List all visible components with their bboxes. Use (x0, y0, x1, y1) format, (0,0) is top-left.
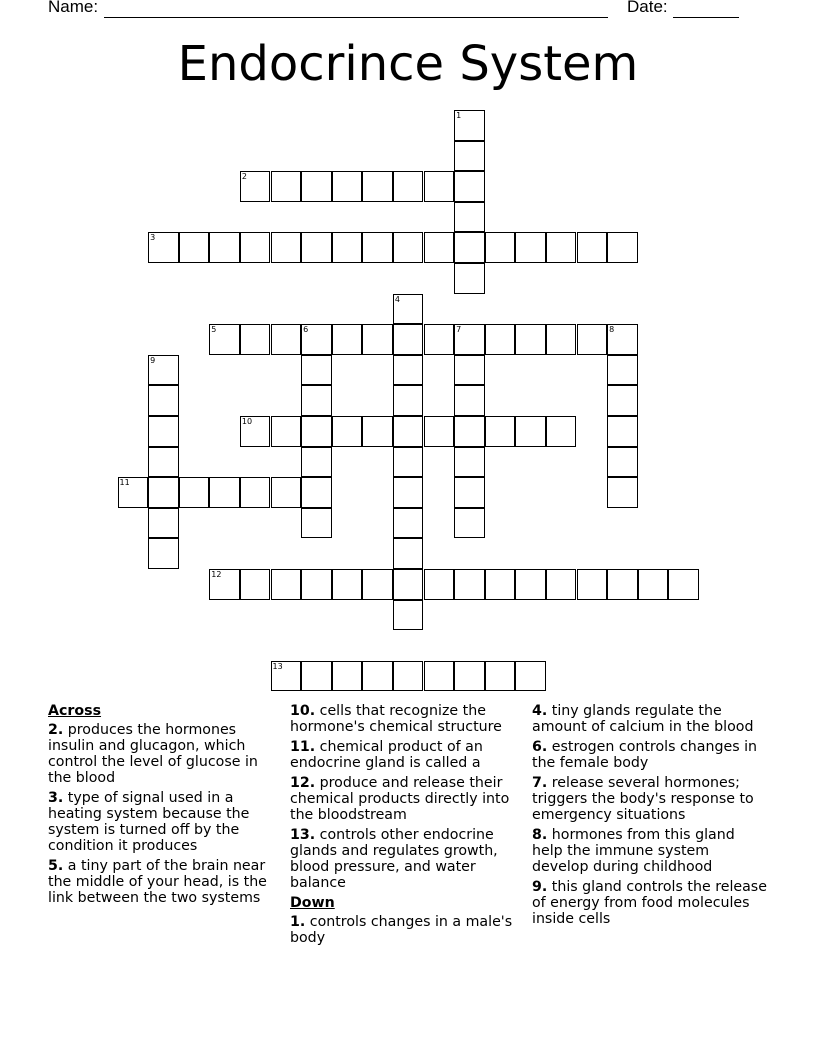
crossword-cell[interactable] (362, 661, 393, 692)
crossword-cell[interactable] (179, 232, 210, 263)
crossword-cell[interactable] (301, 355, 332, 386)
clue-number: 4 (394, 294, 400, 304)
crossword-cell[interactable] (332, 232, 363, 263)
clue-text: a tiny part of the brain near the middle of your head, is the link between the two systems (48, 858, 267, 906)
clues-column-2 (290, 703, 526, 950)
crossword-cell[interactable] (271, 171, 302, 202)
clue-number: 8 (609, 325, 615, 335)
crossword-cell[interactable] (577, 232, 608, 263)
clue-text: produces the hormones insulin and glucagon, which control the level of glucose in the blood (48, 722, 258, 786)
clue-text: controls changes in a male's body (290, 914, 513, 946)
clue-text: chemical product of an endocrine gland is called a (290, 739, 483, 771)
crossword-cell[interactable] (271, 324, 302, 355)
clue-number: 11 (119, 478, 130, 488)
crossword-cell[interactable] (148, 447, 179, 478)
crossword-cell[interactable] (607, 447, 638, 478)
crossword-cell[interactable] (454, 416, 485, 447)
across-clue (48, 790, 284, 854)
crossword-cell[interactable] (454, 324, 485, 355)
crossword-cell[interactable] (271, 661, 302, 692)
across-clue (290, 739, 526, 771)
crossword-cell[interactable] (607, 355, 638, 386)
crossword-cell[interactable] (607, 385, 638, 416)
crossword-cell[interactable] (240, 569, 271, 600)
crossword-cell[interactable] (301, 477, 332, 508)
crossword-cell[interactable] (271, 477, 302, 508)
crossword-cell[interactable] (515, 661, 546, 692)
clue-number: 13. (290, 827, 316, 843)
crossword-cell[interactable] (577, 569, 608, 600)
clue-number: 5 (211, 325, 217, 335)
crossword-cell[interactable] (607, 477, 638, 508)
crossword-cell[interactable] (454, 232, 485, 263)
crossword-cell[interactable] (148, 508, 179, 539)
crossword-cell[interactable] (607, 416, 638, 447)
crossword-cell[interactable] (301, 447, 332, 478)
clue-number: 4. (532, 703, 548, 719)
crossword-cell[interactable] (577, 324, 608, 355)
crossword-cell[interactable] (332, 569, 363, 600)
crossword-cell[interactable] (485, 661, 516, 692)
crossword-cell[interactable] (546, 416, 577, 447)
clues-column-3 (532, 703, 768, 931)
crossword-cell[interactable] (393, 385, 424, 416)
across-clue (290, 775, 526, 823)
clue-text: cells that recognize the hormone's chemical structure (290, 703, 502, 735)
clues-column-1 (48, 703, 284, 910)
down-clue (532, 775, 768, 823)
down-clue (532, 879, 768, 927)
crossword-cell[interactable] (301, 508, 332, 539)
crossword-cell[interactable] (393, 294, 424, 325)
across-clue (48, 722, 284, 786)
crossword-cell[interactable] (424, 661, 455, 692)
crossword-cell[interactable] (454, 661, 485, 692)
crossword-cell[interactable] (607, 324, 638, 355)
clue-text: controls other endocrine glands and regulates growth, blood pressure, and water balance (290, 827, 498, 891)
crossword-cell[interactable] (301, 416, 332, 447)
crossword-cell[interactable] (362, 416, 393, 447)
clue-number: 13 (272, 661, 283, 671)
crossword-cell[interactable] (546, 324, 577, 355)
crossword-cell[interactable] (393, 447, 424, 478)
crossword-cell[interactable] (454, 110, 485, 141)
crossword-cell[interactable] (332, 416, 363, 447)
across-clue (48, 858, 284, 906)
crossword-cell[interactable] (393, 661, 424, 692)
clue-number: 9. (532, 879, 548, 895)
down-clue (532, 827, 768, 875)
crossword-cell[interactable] (454, 447, 485, 478)
clue-number: 9 (150, 355, 156, 365)
crossword-cell[interactable] (454, 171, 485, 202)
crossword-cell[interactable] (301, 324, 332, 355)
crossword-cell[interactable] (607, 569, 638, 600)
clue-number: 12 (211, 570, 222, 579)
crossword-cell[interactable] (332, 171, 363, 202)
crossword-cell[interactable] (515, 569, 546, 600)
across-clue (290, 703, 526, 735)
clue-number: 2. (48, 722, 64, 738)
clue-number: 8. (532, 827, 548, 843)
crossword-cell[interactable] (393, 355, 424, 386)
crossword-cell[interactable] (393, 538, 424, 569)
crossword-cell[interactable] (332, 661, 363, 692)
crossword-cell[interactable] (301, 661, 332, 692)
crossword-cell[interactable] (301, 385, 332, 416)
crossword-cell[interactable] (209, 569, 240, 600)
crossword-cell[interactable] (240, 171, 271, 202)
crossword-cell[interactable] (209, 232, 240, 263)
clue-text: release several hormones; triggers the body's response to emergency situations (532, 775, 754, 823)
clue-number: 7. (532, 775, 548, 791)
crossword-cell[interactable] (393, 508, 424, 539)
crossword-cell[interactable] (301, 569, 332, 600)
crossword-cell[interactable] (393, 569, 424, 600)
crossword-cell[interactable] (454, 569, 485, 600)
clue-text: tiny glands regulate the amount of calcium in the blood (532, 703, 754, 735)
clue-number: 10. (290, 703, 316, 719)
crossword-cell[interactable] (301, 232, 332, 263)
clue-number: 1 (456, 111, 462, 120)
crossword-cell[interactable] (485, 569, 516, 600)
crossword-cell[interactable] (454, 355, 485, 386)
clue-number: 5. (48, 858, 64, 874)
crossword-cell[interactable] (240, 416, 271, 447)
down-heading: Down (290, 895, 335, 911)
crossword-cell[interactable] (454, 141, 485, 172)
clue-number: 1. (290, 914, 306, 930)
crossword-cell[interactable] (424, 569, 455, 600)
crossword-cell[interactable] (607, 232, 638, 263)
crossword-cell[interactable] (148, 477, 179, 508)
clue-number: 10 (241, 417, 253, 426)
crossword-cell[interactable] (454, 202, 485, 233)
clue-number: 6 (303, 325, 309, 335)
clue-number: 12. (290, 775, 316, 791)
crossword-cell[interactable] (393, 477, 424, 508)
crossword-cell[interactable] (148, 416, 179, 447)
crossword-cell[interactable] (393, 324, 424, 355)
crossword-cell[interactable] (515, 232, 546, 263)
crossword-cell[interactable] (362, 324, 393, 355)
across-heading: Across (48, 703, 102, 719)
crossword-cell[interactable] (209, 324, 240, 355)
clue-number: 2 (241, 172, 247, 182)
crossword-cell[interactable] (148, 538, 179, 569)
crossword-cell[interactable] (485, 232, 516, 263)
crossword-cell[interactable] (485, 416, 516, 447)
crossword-cell[interactable] (546, 232, 577, 263)
clue-number: 3. (48, 790, 64, 806)
crossword-cell[interactable] (393, 232, 424, 263)
crossword-cell[interactable] (179, 477, 210, 508)
clue-number: 6. (532, 739, 548, 755)
clue-text: produce and release their chemical products directly into the bloodstream (290, 775, 510, 823)
crossword-cell[interactable] (515, 416, 546, 447)
clue-number: 11. (290, 739, 316, 755)
crossword-cell[interactable] (362, 171, 393, 202)
date-label: Date: (627, 0, 668, 16)
clue-text: type of signal used in a heating system because the system is turned off by the condition it produces (48, 790, 250, 854)
crossword-cell[interactable] (515, 324, 546, 355)
crossword-cell[interactable] (362, 232, 393, 263)
down-clue (290, 914, 526, 946)
crossword-cell[interactable] (362, 569, 393, 600)
crossword-cell[interactable] (148, 355, 179, 386)
crossword-cell[interactable] (454, 508, 485, 539)
crossword-cell[interactable] (638, 569, 669, 600)
crossword-cell[interactable] (209, 477, 240, 508)
crossword-cell[interactable] (485, 324, 516, 355)
crossword-cell[interactable] (332, 324, 363, 355)
crossword-cell[interactable] (240, 477, 271, 508)
crossword-cell[interactable] (271, 232, 302, 263)
crossword-cell[interactable] (668, 569, 699, 600)
crossword-cell[interactable] (424, 416, 455, 447)
crossword-cell[interactable] (148, 385, 179, 416)
crossword-cell[interactable] (454, 477, 485, 508)
down-clue (532, 703, 768, 735)
crossword-cell[interactable] (424, 232, 455, 263)
crossword-cell[interactable] (393, 416, 424, 447)
crossword-cell[interactable] (148, 232, 179, 263)
down-clue (532, 739, 768, 771)
across-clue (290, 827, 526, 891)
clue-text: hormones from this gland help the immune system develop during childhood (532, 827, 735, 875)
crossword-cell[interactable] (240, 232, 271, 263)
crossword-cell[interactable] (271, 416, 302, 447)
crossword-cell[interactable] (240, 324, 271, 355)
crossword-cell[interactable] (546, 569, 577, 600)
crossword-cell[interactable] (118, 477, 149, 508)
crossword-cell[interactable] (393, 600, 424, 631)
clue-number: 3 (150, 233, 156, 243)
clue-text: this gland controls the release of energy from food molecules inside cells (532, 879, 767, 927)
crossword-cell[interactable] (301, 171, 332, 202)
crossword-cell[interactable] (454, 263, 485, 294)
crossword-cell[interactable] (454, 385, 485, 416)
clue-text: estrogen controls changes in the female body (532, 739, 758, 771)
crossword-cell[interactable] (424, 324, 455, 355)
crossword-cell[interactable] (424, 171, 455, 202)
page-title: Endocrince System (177, 36, 639, 92)
clue-number: 7 (456, 325, 462, 335)
name-label: Name: (48, 0, 99, 16)
crossword-cell[interactable] (271, 569, 302, 600)
crossword-cell[interactable] (393, 171, 424, 202)
